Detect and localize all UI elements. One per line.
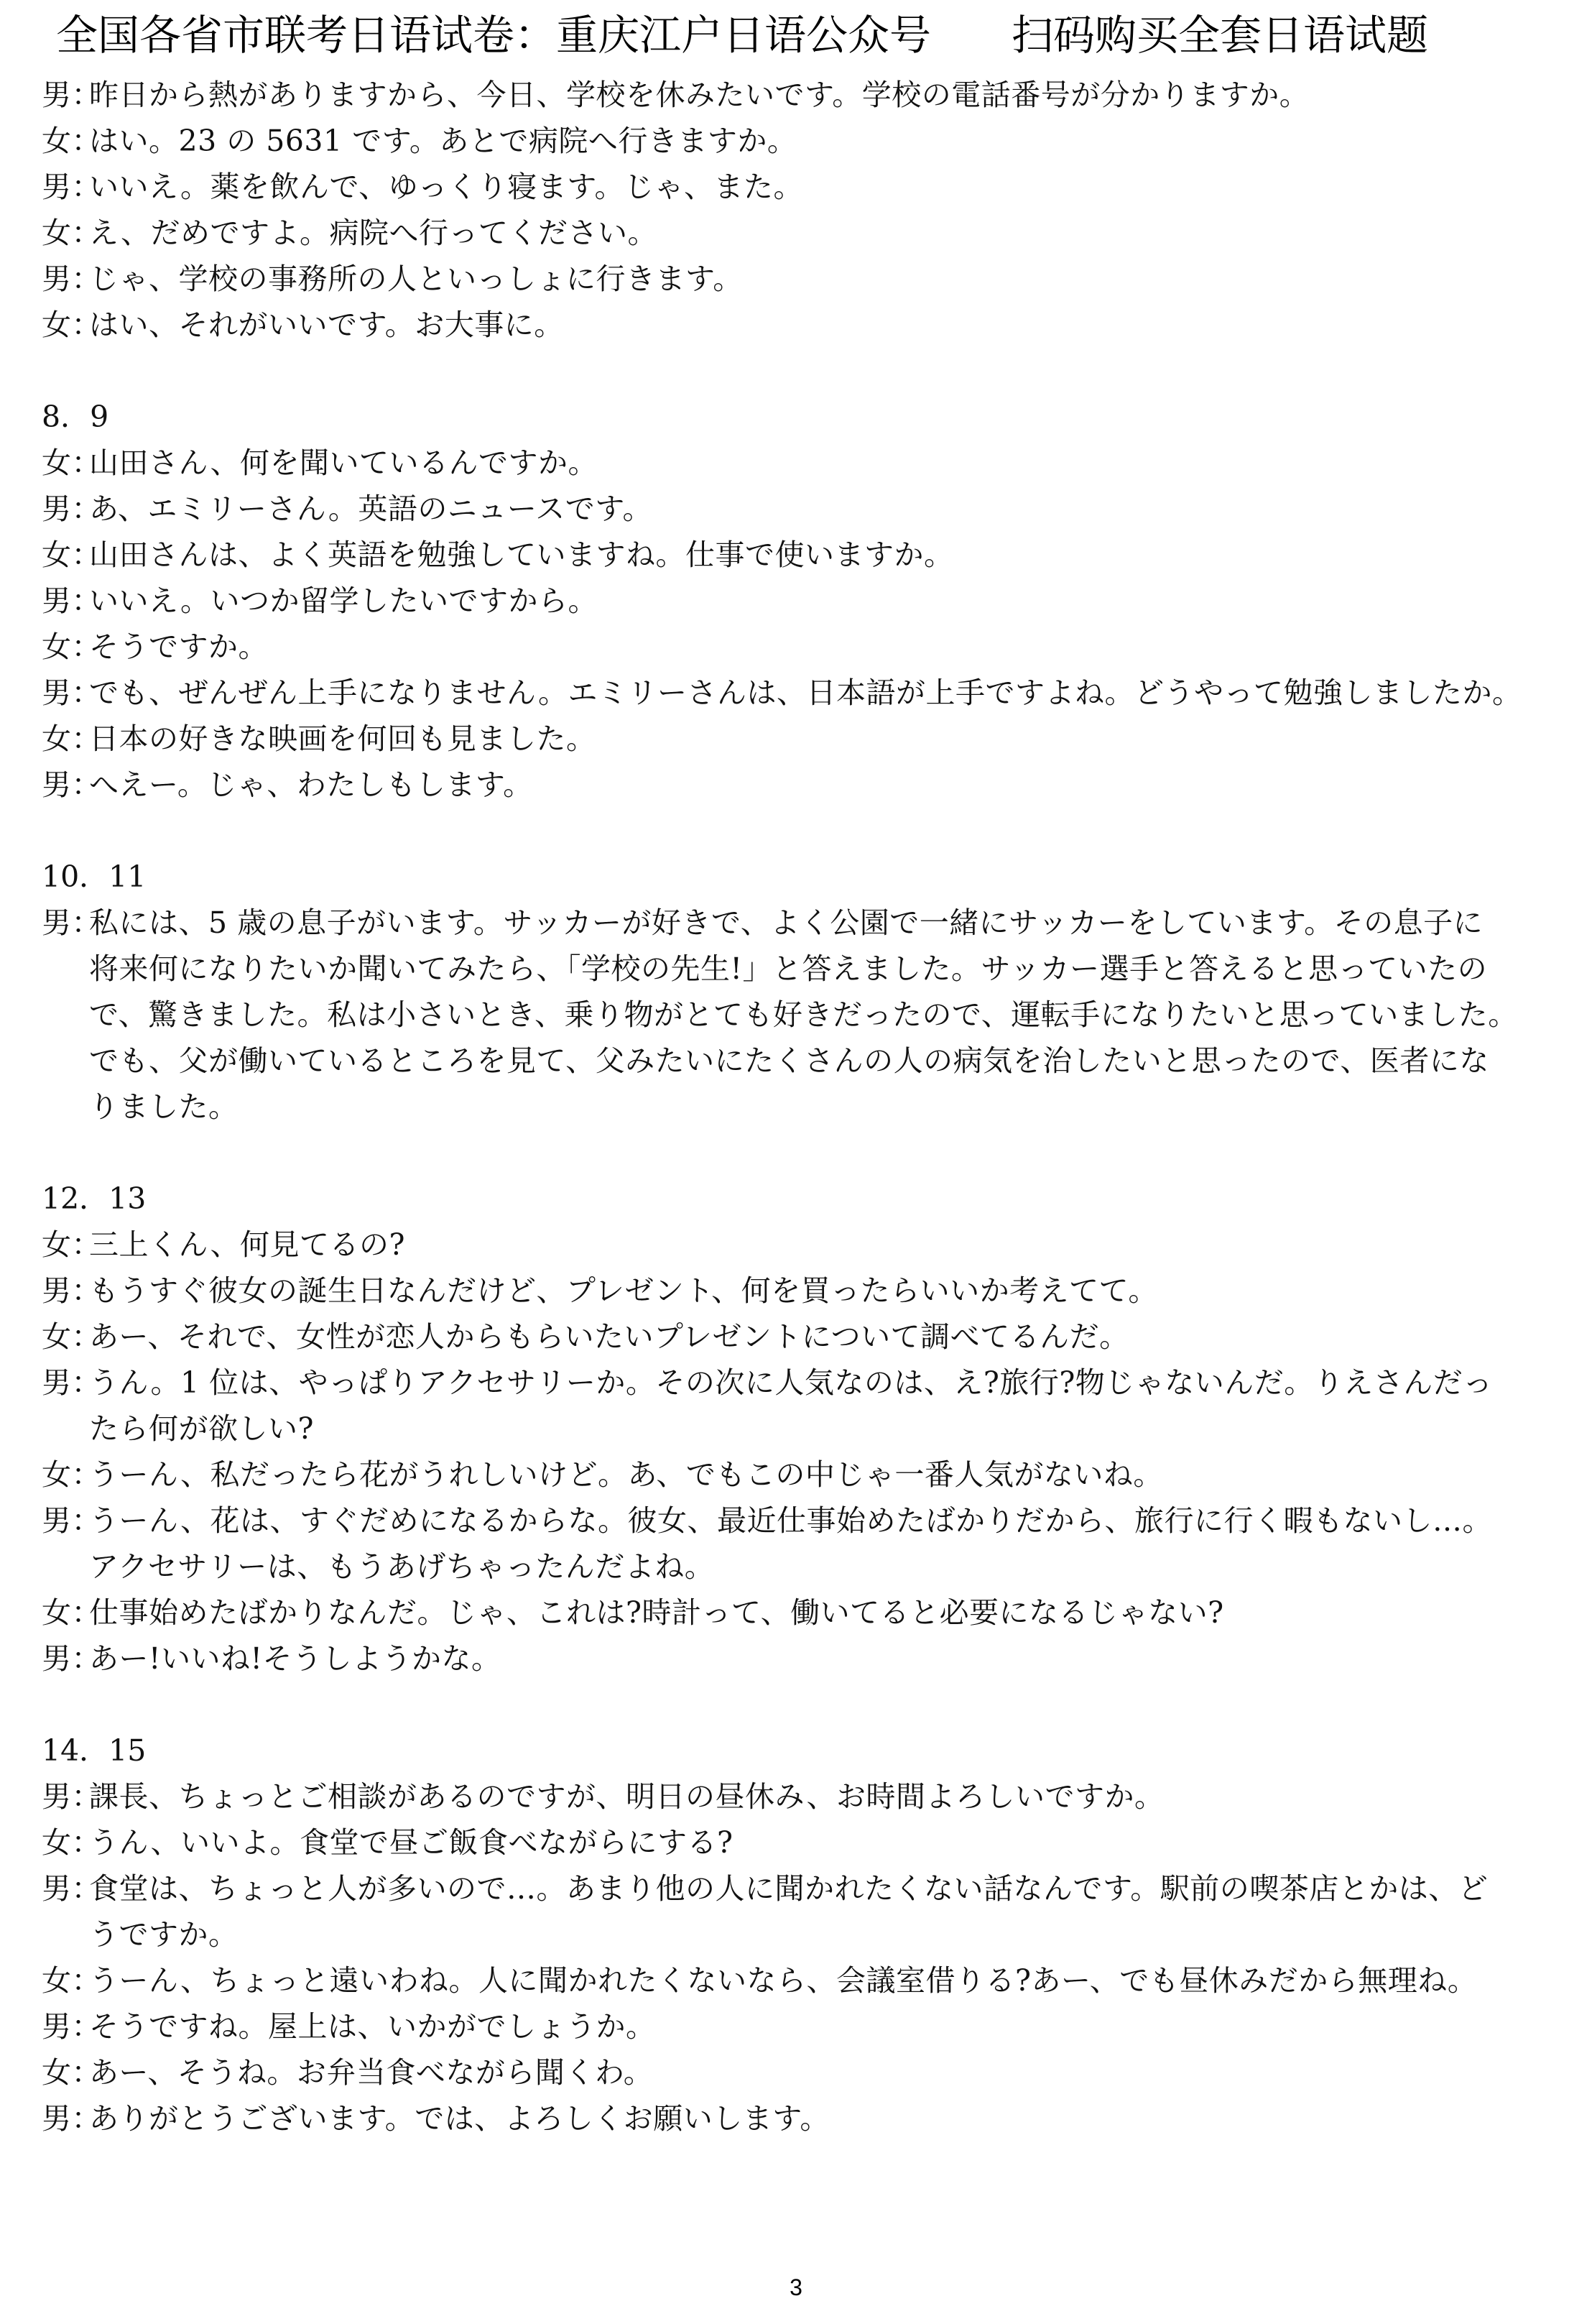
speaker-label: 男： bbox=[42, 78, 101, 112]
speech-continuation: 将来何になりたいか聞いてみたら、「学校の先生!」と答えました。サッカー選手と答えると思っていたの bbox=[89, 951, 1488, 986]
speech-continuation: アクセサリーは、もうあげちゃったんだよね。 bbox=[89, 1549, 715, 1584]
speaker-label: 女： bbox=[42, 538, 101, 572]
speaker-label: 女： bbox=[42, 1595, 101, 1630]
dialogue-line bbox=[42, 1636, 1565, 1682]
speech-text: でも、ぜんぜん上手になりません。エミリーさんは、日本語が上手ですよね。どうやって勉強しましたか。 bbox=[89, 675, 1522, 710]
speaker-label: 男： bbox=[42, 262, 101, 296]
speech-text: そうですね。屋上は、いかがでしょうか。 bbox=[89, 2009, 656, 2044]
speaker-label: 女： bbox=[42, 124, 101, 158]
dialogue-line bbox=[42, 1866, 1565, 1912]
dialogue-line bbox=[42, 670, 1565, 716]
speaker-label: 女： bbox=[42, 1319, 101, 1354]
dialogue-line bbox=[42, 1958, 1565, 2003]
dialogue-line bbox=[42, 440, 1565, 486]
speaker-label: 男： bbox=[42, 1871, 101, 1906]
section-gap bbox=[42, 1130, 1565, 1176]
dialogue-line bbox=[42, 716, 1565, 762]
speech-text: あ、エミリーさん。英語のニュースです。 bbox=[89, 492, 652, 526]
speech-text: うーん、私だったら花がうれしいけど。あ、でもこの中じゃ一番人気がないね。 bbox=[89, 1457, 1163, 1492]
speaker-label: 男： bbox=[42, 170, 101, 204]
speech-text: うん。1 位は、やっぱりアクセサリーか。その次に人気なのは、え?旅行?物じゃないんだ。りえさんだっ bbox=[89, 1365, 1493, 1400]
question-number: 12．13 bbox=[42, 1181, 147, 1216]
dialogue-line bbox=[42, 256, 1565, 302]
speech-text: あー!いいね!そうしようかな。 bbox=[89, 1641, 501, 1676]
speech-text: え、だめですよ。病院へ行ってください。 bbox=[89, 216, 657, 250]
speech-text: ありがとうございます。では、よろしくお願いします。 bbox=[89, 2101, 830, 2136]
speaker-label: 女： bbox=[42, 1825, 101, 1860]
dialogue-line bbox=[42, 1268, 1565, 1314]
speaker-label: 男： bbox=[42, 675, 101, 710]
dialogue-line bbox=[42, 532, 1565, 578]
speaker-label: 女： bbox=[42, 1457, 101, 1492]
speech-text: 私には、5 歳の息子がいます。サッカーが好きで、よく公園で一緒にサッカーをしています。その息子に bbox=[89, 905, 1484, 940]
speech-continuation: たら何が欲しい? bbox=[89, 1411, 314, 1446]
speech-text: もうすぐ彼女の誕生日なんだけど、プレゼント、何を買ったらいいか考えてて。 bbox=[89, 1273, 1158, 1308]
speaker-label: 女： bbox=[42, 630, 101, 664]
dialogue-line bbox=[42, 1222, 1565, 1268]
dialogue-line bbox=[42, 2049, 1565, 2095]
dialogue-line bbox=[42, 2095, 1565, 2141]
section-gap bbox=[42, 1682, 1565, 1728]
dialogue-line bbox=[42, 2003, 1565, 2049]
speech-text: 課長、ちょっとご相談があるのですが、明日の昼休み、お時間よろしいですか。 bbox=[89, 1779, 1165, 1814]
section-gap bbox=[42, 808, 1565, 854]
dialogue-line bbox=[42, 72, 1565, 118]
speaker-label: 女： bbox=[42, 446, 101, 480]
speech-text: 日本の好きな映画を何回も見ました。 bbox=[89, 721, 596, 756]
question-number: 10．11 bbox=[42, 859, 147, 894]
dialogue-line bbox=[42, 1590, 1565, 1636]
speech-text: あー、それで、女性が恋人からもらいたいプレゼントについて調べてるんだ。 bbox=[89, 1319, 1129, 1354]
speaker-label: 男： bbox=[42, 2101, 101, 2136]
dialogue-line bbox=[42, 118, 1565, 164]
speaker-label: 男： bbox=[42, 1365, 101, 1400]
speaker-label: 男： bbox=[42, 1273, 101, 1308]
dialogue-line bbox=[42, 624, 1565, 670]
header-slogan: 扫码购买全套日语试题 bbox=[1012, 11, 1429, 60]
dialogue-line bbox=[42, 1498, 1565, 1544]
speaker-label: 女： bbox=[42, 308, 101, 342]
dialogue-line bbox=[42, 1820, 1565, 1866]
dialogue-line bbox=[42, 762, 1565, 808]
dialogue-line bbox=[42, 164, 1565, 210]
speech-text: はい。23 の 5631 です。あとで病院へ行きますか。 bbox=[89, 124, 797, 158]
dialogue-line bbox=[42, 302, 1565, 348]
speech-text: うーん、ちょっと遠いわね。人に聞かれたくないなら、会議室借りる?あー、でも昼休みだから無理ね。 bbox=[89, 1963, 1478, 1998]
dialogue-line bbox=[42, 210, 1565, 256]
speech-text: あー、そうね。お弁当食べながら聞くわ。 bbox=[89, 2055, 654, 2090]
dialogue-line bbox=[42, 578, 1565, 624]
speech-text: へえー。じゃ、わたしもします。 bbox=[89, 767, 533, 802]
speech-text: 三上くん、何見てるの? bbox=[89, 1227, 405, 1262]
speech-text: 食堂は、ちょっと人が多いので…。あまり他の人に聞かれたくない話なんです。駅前の喫茶店とかは、ど bbox=[89, 1871, 1489, 1906]
speaker-label: 男： bbox=[42, 1503, 101, 1538]
question-number: 8．9 bbox=[42, 400, 109, 434]
speech-text: じゃ、学校の事務所の人といっしょに行きます。 bbox=[89, 262, 743, 296]
transcript-body bbox=[42, 72, 1565, 2141]
dialogue-line bbox=[42, 1314, 1565, 1360]
speaker-label: 女： bbox=[42, 721, 101, 756]
speaker-label: 男： bbox=[42, 905, 101, 940]
speech-continuation: で、驚きました。私は小さいとき、乗り物がとても好きだったので、運転手になりたいと思っていました。 bbox=[89, 997, 1518, 1032]
speech-continuation: うですか。 bbox=[89, 1917, 239, 1952]
question-number: 14．15 bbox=[42, 1733, 147, 1768]
speech-text: はい、それがいいです。お大事に。 bbox=[89, 308, 564, 342]
speaker-label: 男： bbox=[42, 767, 101, 802]
page-number: 3 bbox=[790, 2274, 802, 2300]
speech-text: うん、いいよ。食堂で昼ご飯食べながらにする? bbox=[89, 1825, 733, 1860]
speech-text: 山田さん、何を聞いているんですか。 bbox=[89, 446, 598, 480]
dialogue-line bbox=[42, 486, 1565, 532]
speech-text: そうですか。 bbox=[89, 630, 268, 664]
speaker-label: 女： bbox=[42, 1227, 101, 1262]
page-header bbox=[56, 3, 1565, 68]
header-title: 全国各省市联考日语试卷：重庆江户日语公众号 bbox=[56, 11, 932, 60]
dialogue-line bbox=[42, 1452, 1565, 1498]
dialogue-line bbox=[42, 1774, 1565, 1820]
speaker-label: 男： bbox=[42, 1779, 101, 1814]
speaker-label: 男： bbox=[42, 584, 101, 618]
speaker-label: 女： bbox=[42, 216, 101, 250]
speaker-label: 女： bbox=[42, 2055, 101, 2090]
speech-text: いいえ。いつか留学したいですから。 bbox=[89, 584, 598, 618]
speaker-label: 男： bbox=[42, 2009, 101, 2044]
speech-text: 昨日から熱がありますから、今日、学校を休みたいです。学校の電話番号が分かりますか。 bbox=[89, 78, 1310, 112]
speech-text: 山田さんは、よく英語を勉強していますね。仕事で使いますか。 bbox=[89, 538, 954, 572]
speech-text: いいえ。薬を飲んで、ゆっくり寝ます。じゃ、また。 bbox=[89, 170, 803, 204]
section-gap bbox=[42, 348, 1565, 394]
speaker-label: 男： bbox=[42, 1641, 101, 1676]
speech-text: 仕事始めたばかりなんだ。じゃ、これは?時計って、働いてると必要になるじゃない? bbox=[89, 1595, 1224, 1630]
speech-continuation: りました。 bbox=[89, 1089, 239, 1124]
speech-text: うーん、花は、すぐだめになるからな。彼女、最近仕事始めたばかりだから、旅行に行く暇もないし…。 bbox=[89, 1503, 1492, 1538]
dialogue-line bbox=[42, 1360, 1565, 1406]
dialogue-line bbox=[42, 900, 1565, 946]
speaker-label: 女： bbox=[42, 1963, 101, 1998]
speaker-label: 男： bbox=[42, 492, 101, 526]
speech-continuation: でも、父が働いているところを見て、父みたいにたくさんの人の病気を治したいと思ったので、医者にな bbox=[89, 1043, 1489, 1078]
